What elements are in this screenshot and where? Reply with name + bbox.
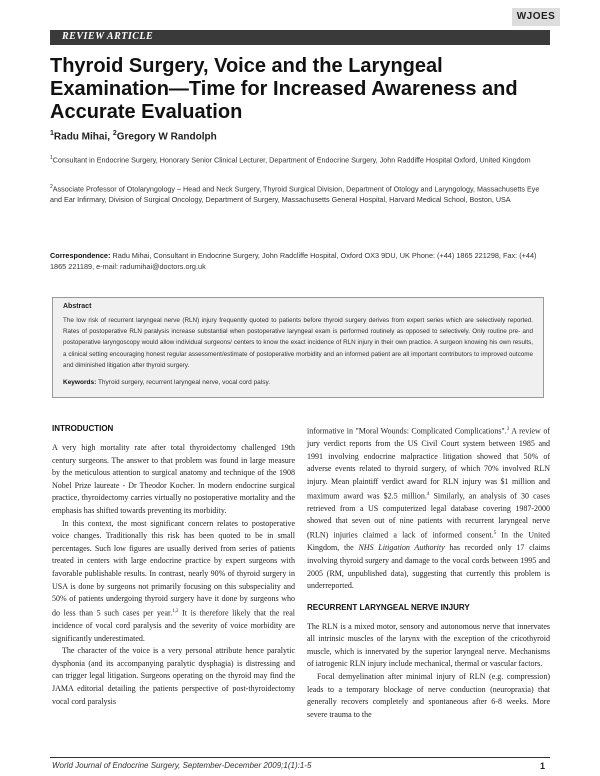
intro-paragraph-2 xyxy=(52,518,295,646)
citation-ref: 3 xyxy=(506,427,510,432)
abstract-heading: Abstract xyxy=(63,303,92,310)
keywords-text: Thyroid surgery, recurrent laryngeal nerve, vocal cord palsy. xyxy=(97,379,271,386)
right-p1-e: has recorded only 17 claims involving thyroid surgery and damage to the vocal cords between 1995 and 2005 (RM, unpublished data), suggesting that currently this problem is underreported. xyxy=(307,543,551,591)
right-p1-emphasis: NHS Litigation Authority xyxy=(358,543,445,553)
right-paragraph-1 xyxy=(307,424,550,593)
intro-paragraph-3: The character of the voice is a very personal attribute hence paralytic dysphonia (and its accompanying paralytic dysphagia) is distressing and can trigger legal litigation. Surgeons operating on the thyroid may find the JAMA editorial detailing the patients perspective of post-thyroidectomy vocal cord paralysis xyxy=(52,646,295,706)
affiliation-text: Consultant in Endocrine Surgery, Honorary Senior Clinical Lecturer, Department of Endocrine Surgery, John Raddiffe Hospital Oxford, United Kingdom xyxy=(52,155,531,165)
author-sup: 1 xyxy=(50,130,54,137)
intro-p2-tail: It is therefore likely that the real incidence of vocal cord paralysis and the severity of voice morbidity are significantly underestimated. xyxy=(52,608,295,643)
affiliation-1 xyxy=(50,153,550,165)
keywords-label: Keywords: xyxy=(63,379,97,386)
correspondence-text: Radu Mihai, Consultant in Endocrine Surgery, John Radcliffe Hospital, Oxford OX3 9DU, UK Phone: (+44) 1865 221298, Fax: (+44) 1865 221189, e-mail: radumihai@doctors.org.uk xyxy=(50,251,537,271)
right-p1-d: In the United Kingdom, the xyxy=(307,530,550,553)
right-column xyxy=(307,424,550,721)
keywords xyxy=(63,379,533,386)
correspondence-label: Correspondence: xyxy=(50,251,111,260)
author-sup: 2 xyxy=(112,130,117,137)
abstract-text: The low risk of recurrent laryngeal nerve (RLN) injury frequently quoted to patients before thyroid surgery derives from expert series which are selectively reported. Rates of postoperative RLN paralysis increase substantial when postoperative laryngeal exam is performed routinely as opposed to selectively. Only routine pre- and postoperative laryngoscopy would allow individual surgeons/ centers to know the exact incidence of RLN injury in their own practice. A surgeon knowing his own results, a clinical setting encouraging honest regular assessment/estimate of postoperative morbidity and an informed patient are all important contributors to improved outcome and diminished litigation after thyroid surgery. xyxy=(63,317,533,369)
correspondence xyxy=(50,250,550,272)
citation-ref: 4 xyxy=(426,491,430,497)
citation-ref: 5 xyxy=(493,531,497,537)
citation-ref: 1,2 xyxy=(172,608,179,614)
right-p1-a: informative in "Moral Wounds: Complicated Complications". xyxy=(307,426,507,436)
rln-heading: RECURRENT LARYNGEAL NERVE INJURY xyxy=(307,602,470,612)
page-number: 1 xyxy=(540,761,546,771)
author-name: Radu Mihai xyxy=(53,131,108,143)
footer-rule xyxy=(50,757,550,758)
article-title: Thyroid Surgery, Voice and the Laryngeal Examination—Time for Increased Awareness and Accurate Evaluation xyxy=(50,55,518,123)
intro-p2-text: In this context, the most significant concern relates to postoperative voice changes. Traditionally this risk has been quoted to be in small percentages. Such low figures are usually derived from series of patients treated in centers with large endocrine practice by expert surgeons with favorable publishable results. In contrast, nearly 90% of thyroid surgery in USA is done by surgeons not primarily focusing on this subspeciality and 50% of patients undergoing thyroid surgery have it done by surgeons who do less than 5 such cases per year. xyxy=(52,518,295,618)
intro-paragraph-1: A very high mortality rate after total thyroidectomy challenged 19th century surgeons. The answer to that problem was found in large measure by the meticulous attention to surgical anatomy and technique of the 1908 Nobel Prize laureate - Dr Theodor Kocher. In modern endocrine surgical practice, thyroidectomy carries virtually no postoperative mortality and the emphasis has shifted towards preventing its morbidity. xyxy=(52,443,295,515)
affiliation-sup: 1 xyxy=(50,155,53,161)
right-p1-c: Similarly, an analysis of 30 cases retrieved from a US computerized legal database covering 1987-2000 showed that seven out of nine patients with recurrent laryngeal nerve (RLN) injuries claimed a lack of informed consent. xyxy=(307,491,550,540)
affiliation-2 xyxy=(50,182,550,205)
right-p1-b: A review of jury verdict reports from the US Civil Court system between 1985 and 1991 involving endocrine malpractice litigation showed that 50% of adverse events related to thyroid surgery, of which 70% involved RLN injury. Mean plaintiff verdict award for RLN injury was $1 million and maximum award was $2.5 million. xyxy=(307,426,550,501)
author-name: Gregory W Randolph xyxy=(116,131,217,143)
affiliation-text: Associate Professor of Otolaryngology – Head and Neck Surgery, Thyroid Surgical Division, Department of Otology and Laryngology, Massachusetts Eye and Ear Infirmary, Division of Surgical Oncology, Department of Surgery, Massachusetts General Hospital, Harvard Medical School, Boston, USA xyxy=(50,184,540,205)
rln-paragraph-2: Focal demyelination after minimal injury of RLN (e.g. compression) leads to a temporary blockage of nerve conduction (neuropraxia) that generally recovers completely and spontaneous after 6-8 weeks. More severe trauma to the xyxy=(307,672,550,719)
journal-badge: WJOES xyxy=(512,8,560,26)
intro-heading: INTRODUCTION xyxy=(52,424,114,433)
footer-citation: World Journal of Endocrine Surgery, September-December 2009;1(1):1-5 xyxy=(52,761,312,770)
section-label: REVIEW ARTICLE xyxy=(62,31,154,42)
rln-paragraph-1: The RLN is a mixed motor, sensory and autonomous nerve that innervates all intrinsic muscles of the larynx with the exception of the cricothyroid muscle, which is innervated by the superior laryngeal nerve. Mechanisms of iatrogenic RLN injury include mechanical, thermal or vascular factors. xyxy=(307,621,550,669)
affiliation-sup: 2 xyxy=(50,184,53,190)
left-column xyxy=(52,424,295,708)
author-list: $^1$Radu Mihai, $^2$Gregory W Randolph xyxy=(50,130,217,143)
